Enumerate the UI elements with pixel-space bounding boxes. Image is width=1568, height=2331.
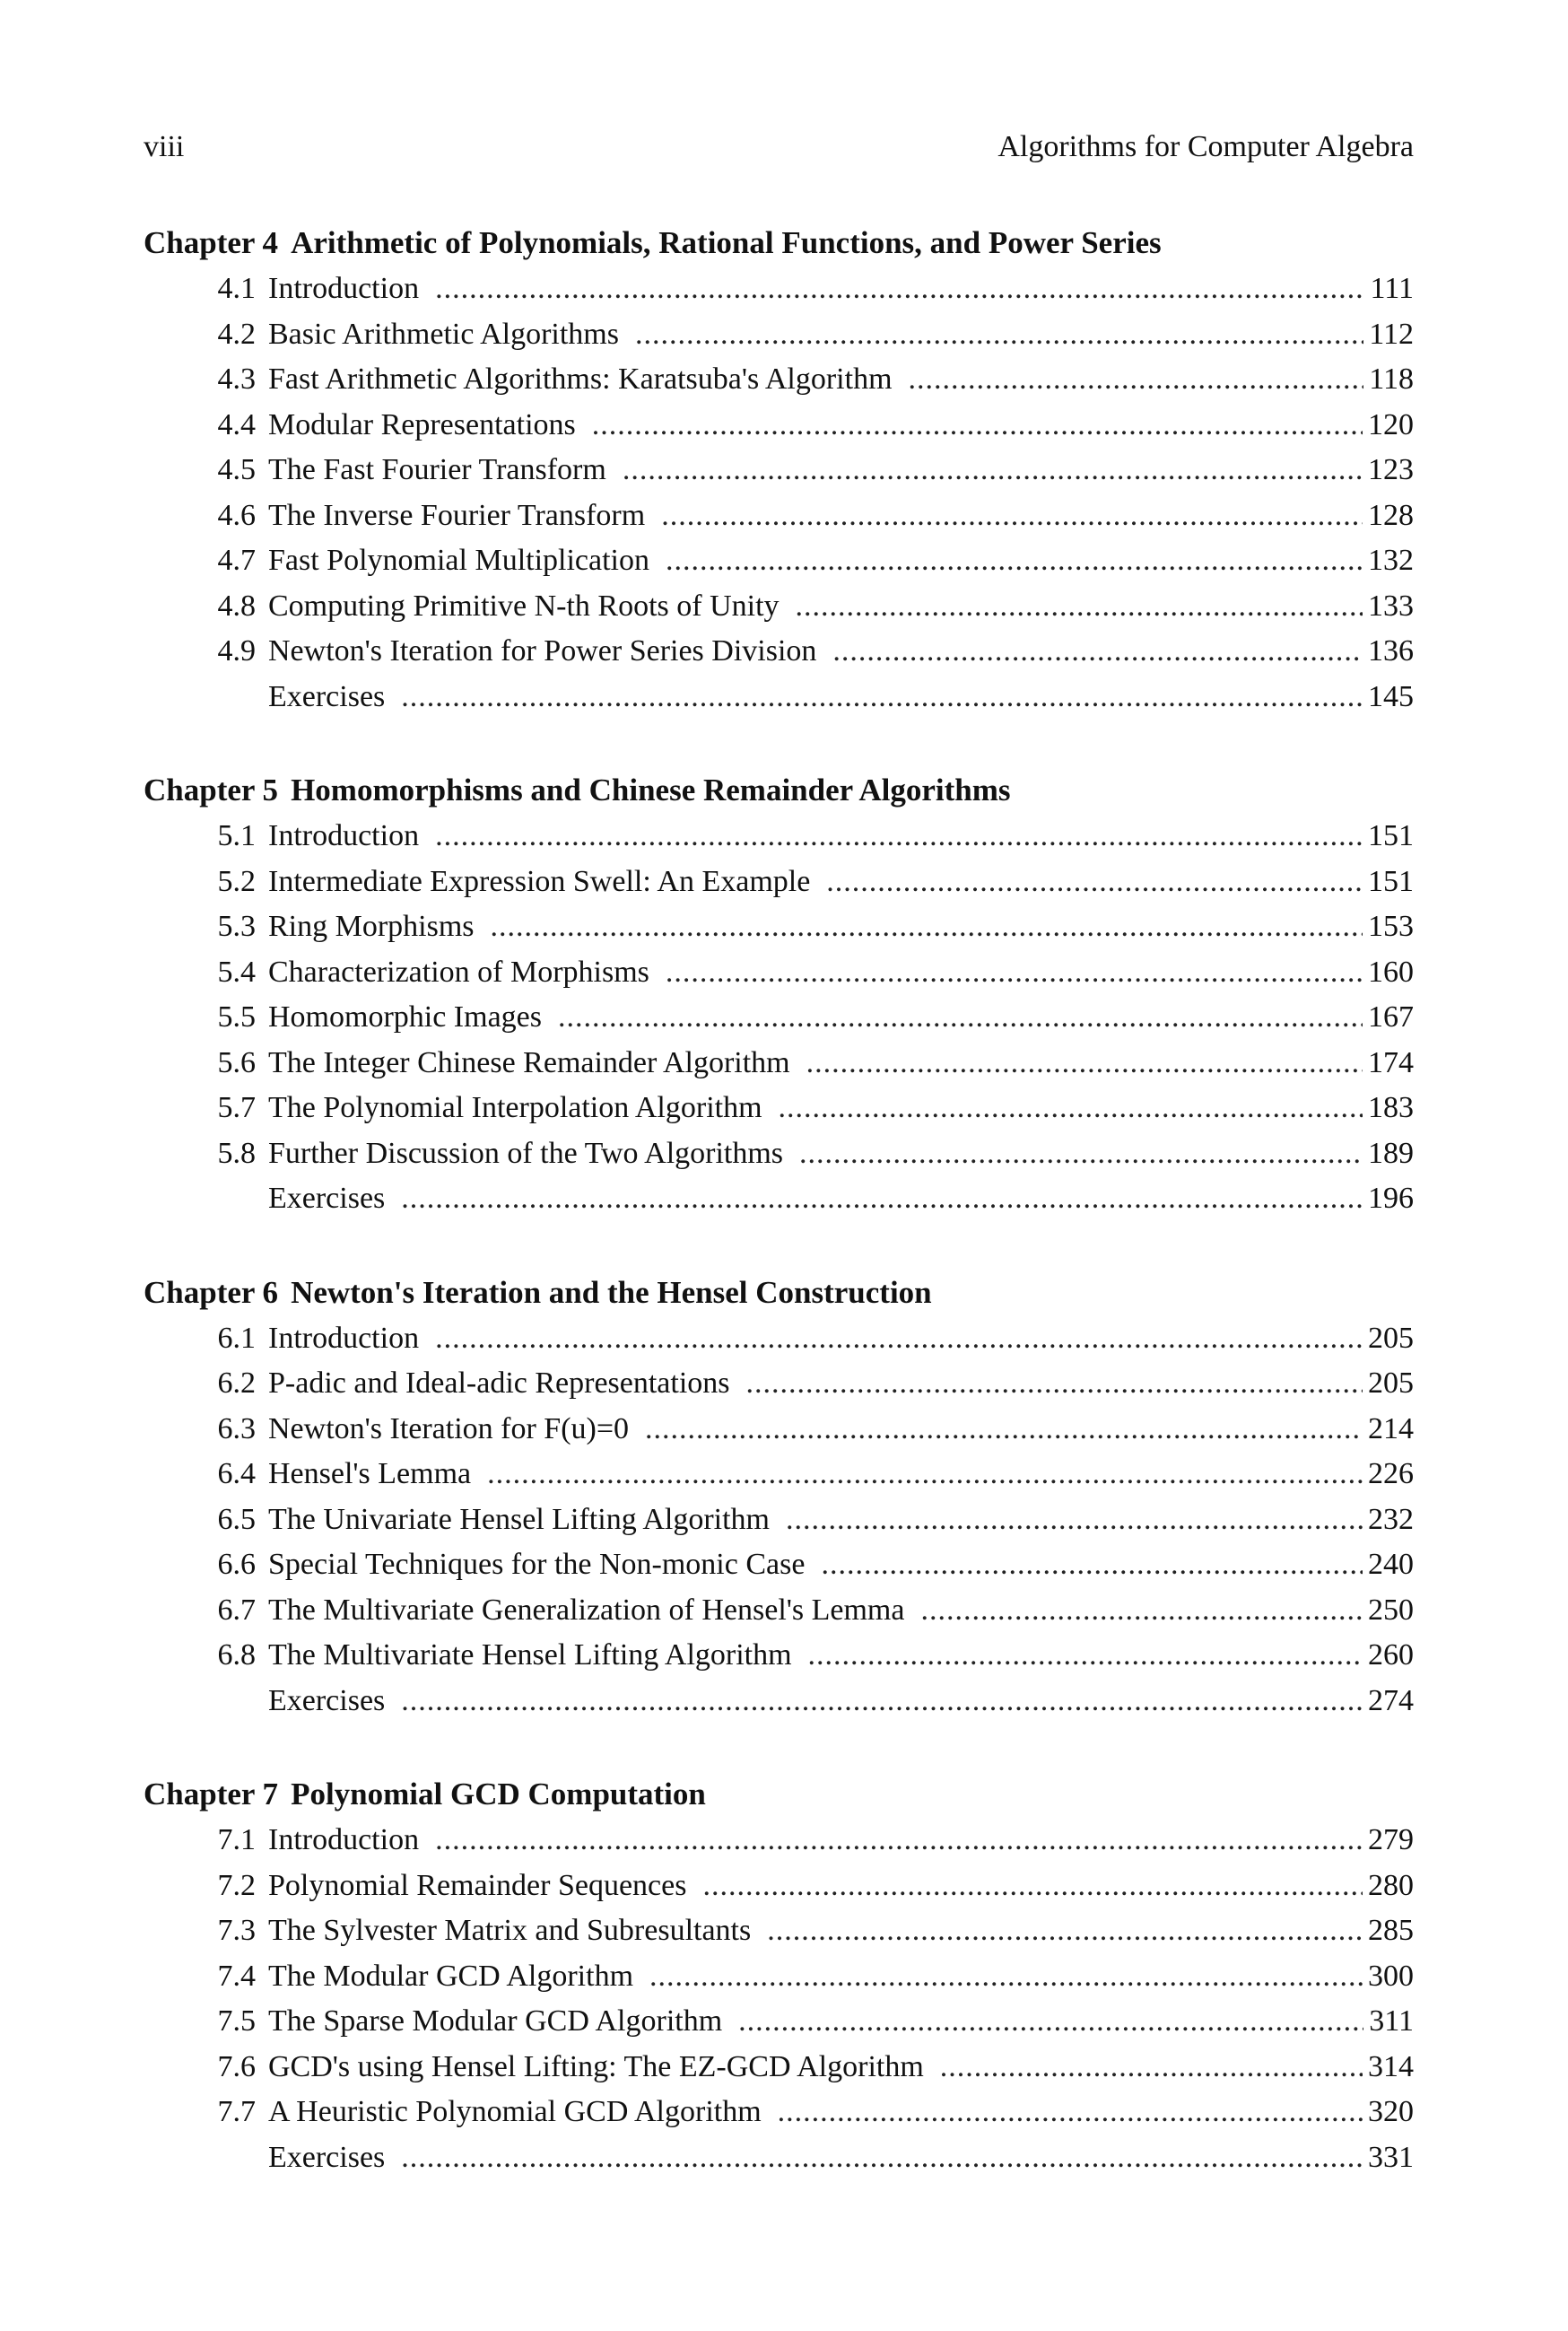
dot-leader bbox=[435, 814, 1363, 860]
dot-leader bbox=[808, 1633, 1363, 1679]
section-page-number: 123 bbox=[1368, 453, 1414, 486]
chapter-heading bbox=[144, 1771, 1414, 1818]
dot-leader bbox=[779, 1086, 1363, 1131]
dot-leader bbox=[746, 1361, 1363, 1407]
toc-entry bbox=[144, 675, 1414, 720]
chapter-label: Chapter 6 bbox=[144, 1274, 279, 1310]
section-title: Introduction bbox=[268, 1823, 420, 1856]
toc-entry bbox=[144, 1452, 1414, 1497]
chapter-heading bbox=[144, 220, 1414, 266]
section-page-number: 240 bbox=[1368, 1548, 1414, 1581]
section-page-number: 250 bbox=[1368, 1593, 1414, 1627]
dot-leader bbox=[645, 1407, 1363, 1453]
section-page-number: 132 bbox=[1368, 544, 1414, 577]
toc-entry bbox=[144, 860, 1414, 905]
toc-entry bbox=[144, 1131, 1414, 1177]
section-number: 4.7 bbox=[217, 544, 256, 577]
section-number: 5.2 bbox=[217, 864, 256, 898]
dot-leader bbox=[487, 1452, 1363, 1497]
toc-entry bbox=[144, 2135, 1414, 2181]
section-page-number: 136 bbox=[1368, 634, 1414, 668]
dot-leader bbox=[767, 1908, 1363, 1954]
section-title: The Multivariate Hensel Lifting Algorithm bbox=[268, 1638, 792, 1672]
toc-entry bbox=[144, 950, 1414, 996]
toc-entry bbox=[144, 1679, 1414, 1724]
section-title: The Sylvester Matrix and Subresultants bbox=[268, 1914, 752, 1947]
section-number: 5.8 bbox=[217, 1136, 256, 1170]
toc-entry bbox=[144, 448, 1414, 493]
section-number: 7.3 bbox=[217, 1914, 256, 1947]
dot-leader bbox=[909, 357, 1364, 403]
dot-leader bbox=[778, 2090, 1363, 2135]
section-number: 4.5 bbox=[217, 453, 256, 486]
section-title: Introduction bbox=[268, 272, 420, 305]
toc-entry bbox=[144, 1086, 1414, 1131]
section-page-number: 214 bbox=[1368, 1411, 1414, 1445]
section-title: Computing Primitive N-th Roots of Unity bbox=[268, 589, 780, 623]
section-title: Intermediate Expression Swell: An Example bbox=[268, 864, 811, 898]
section-page-number: 300 bbox=[1368, 1959, 1414, 1993]
section-page-number: 205 bbox=[1368, 1366, 1414, 1400]
section-title: Homomorphic Images bbox=[268, 1000, 542, 1034]
toc-entry bbox=[144, 1818, 1414, 1864]
section-title: Exercises bbox=[268, 679, 386, 713]
section-page-number: 196 bbox=[1368, 1182, 1414, 1215]
section-page-number: 280 bbox=[1368, 1868, 1414, 1902]
table-of-contents bbox=[144, 220, 1414, 2228]
toc-entry bbox=[144, 1588, 1414, 1634]
toc-entry bbox=[144, 1999, 1414, 2045]
section-page-number: 260 bbox=[1368, 1638, 1414, 1672]
section-page-number: 279 bbox=[1368, 1823, 1414, 1856]
section-number: 4.6 bbox=[217, 498, 256, 532]
chapter-heading bbox=[144, 1270, 1414, 1316]
section-page-number: 311 bbox=[1369, 2004, 1414, 2038]
chapter-heading bbox=[144, 767, 1414, 814]
section-title: Modular Representations bbox=[268, 407, 576, 441]
dot-leader bbox=[401, 2135, 1363, 2181]
toc-entry bbox=[144, 1041, 1414, 1087]
toc-entry bbox=[144, 904, 1414, 950]
dot-leader bbox=[491, 904, 1363, 950]
chapter-title: Arithmetic of Polynomials, Rational Functions, and Power Series bbox=[291, 225, 1162, 260]
section-page-number: 128 bbox=[1368, 498, 1414, 532]
book-title: Algorithms for Computer Algebra bbox=[997, 130, 1414, 163]
section-page-number: 274 bbox=[1368, 1683, 1414, 1717]
toc-entry bbox=[144, 1633, 1414, 1679]
section-page-number: 226 bbox=[1368, 1457, 1414, 1490]
toc-entry bbox=[144, 1407, 1414, 1453]
section-page-number: 314 bbox=[1368, 2049, 1414, 2083]
section-number: 6.8 bbox=[217, 1638, 256, 1672]
section-number: 7.5 bbox=[217, 2004, 256, 2038]
section-title: Basic Arithmetic Algorithms bbox=[268, 317, 619, 351]
section-title: Fast Arithmetic Algorithms: Karatsuba's Algorithm bbox=[268, 362, 893, 396]
section-number: 4.8 bbox=[217, 589, 256, 623]
dot-leader bbox=[661, 493, 1363, 539]
dot-leader bbox=[799, 1131, 1363, 1177]
section-number: 6.2 bbox=[217, 1366, 256, 1400]
section-number: 6.3 bbox=[217, 1411, 256, 1445]
section-title: Exercises bbox=[268, 2140, 386, 2174]
section-number: 6.6 bbox=[217, 1548, 256, 1581]
section-title: Polynomial Remainder Sequences bbox=[268, 1868, 687, 1902]
dot-leader bbox=[401, 1176, 1363, 1222]
section-page-number: 232 bbox=[1368, 1502, 1414, 1536]
toc-entry bbox=[144, 584, 1414, 630]
running-head bbox=[144, 130, 1414, 164]
toc-entry bbox=[144, 312, 1414, 358]
section-page-number: 145 bbox=[1368, 679, 1414, 713]
section-number: 6.4 bbox=[217, 1457, 256, 1490]
section-title: Newton's Iteration for Power Series Division bbox=[268, 634, 817, 668]
dot-leader bbox=[649, 1954, 1363, 2000]
chapter-title: Homomorphisms and Chinese Remainder Algorithms bbox=[291, 773, 1011, 808]
chapter-title: Newton's Iteration and the Hensel Construction bbox=[291, 1274, 932, 1310]
toc-entry bbox=[144, 357, 1414, 403]
dot-leader bbox=[558, 995, 1363, 1041]
section-title: Fast Polynomial Multiplication bbox=[268, 544, 649, 577]
dot-leader bbox=[826, 860, 1363, 905]
toc-entry bbox=[144, 493, 1414, 539]
dot-leader bbox=[806, 1041, 1363, 1087]
toc-entry bbox=[144, 266, 1414, 312]
section-page-number: 151 bbox=[1368, 819, 1414, 852]
section-number: 5.6 bbox=[217, 1045, 256, 1079]
section-title: Introduction bbox=[268, 819, 420, 852]
toc-entry bbox=[144, 629, 1414, 675]
toc-entry bbox=[144, 1542, 1414, 1588]
section-title: The Sparse Modular GCD Algorithm bbox=[268, 2004, 723, 2038]
section-number: 7.1 bbox=[217, 1823, 256, 1856]
section-title: The Univariate Hensel Lifting Algorithm bbox=[268, 1502, 770, 1536]
section-number: 6.5 bbox=[217, 1502, 256, 1536]
section-number: 7.4 bbox=[217, 1959, 256, 1993]
section-title: Special Techniques for the Non-monic Case bbox=[268, 1548, 806, 1581]
chapter-label: Chapter 5 bbox=[144, 773, 279, 808]
toc-entry bbox=[144, 1954, 1414, 2000]
toc-entry bbox=[144, 995, 1414, 1041]
toc-entry bbox=[144, 2045, 1414, 2091]
dot-leader bbox=[832, 629, 1363, 675]
dot-leader bbox=[738, 1999, 1363, 2045]
section-page-number: 183 bbox=[1368, 1091, 1414, 1124]
section-page-number: 111 bbox=[1370, 272, 1414, 305]
section-number: 7.7 bbox=[217, 2095, 256, 2128]
section-number: 5.7 bbox=[217, 1091, 256, 1124]
section-title: The Polynomial Interpolation Algorithm bbox=[268, 1091, 762, 1124]
section-page-number: 118 bbox=[1369, 362, 1414, 396]
dot-leader bbox=[940, 2045, 1363, 2091]
section-number: 4.4 bbox=[217, 407, 256, 441]
toc-entry bbox=[144, 1361, 1414, 1407]
section-page-number: 320 bbox=[1368, 2095, 1414, 2128]
section-page-number: 285 bbox=[1368, 1914, 1414, 1947]
section-title: P-adic and Ideal-adic Representations bbox=[268, 1366, 730, 1400]
section-title: A Heuristic Polynomial GCD Algorithm bbox=[268, 2095, 762, 2128]
section-title: The Integer Chinese Remainder Algorithm bbox=[268, 1045, 790, 1079]
section-page-number: 151 bbox=[1368, 864, 1414, 898]
section-page-number: 167 bbox=[1368, 1000, 1414, 1034]
dot-leader bbox=[435, 1818, 1363, 1864]
dot-leader bbox=[920, 1588, 1363, 1634]
dot-leader bbox=[435, 1316, 1363, 1362]
section-title: Ring Morphisms bbox=[268, 910, 475, 943]
section-title: GCD's using Hensel Lifting: The EZ-GCD Algorithm bbox=[268, 2049, 924, 2083]
section-title: The Modular GCD Algorithm bbox=[268, 1959, 634, 1993]
section-number: 5.3 bbox=[217, 910, 256, 943]
toc-entry bbox=[144, 2090, 1414, 2135]
toc-entry bbox=[144, 1864, 1414, 1909]
section-title: Exercises bbox=[268, 1683, 386, 1717]
dot-leader bbox=[401, 1679, 1363, 1724]
dot-leader bbox=[592, 403, 1363, 449]
section-title: Further Discussion of the Two Algorithms bbox=[268, 1136, 784, 1170]
section-page-number: 112 bbox=[1369, 317, 1414, 351]
dot-leader bbox=[786, 1497, 1363, 1543]
section-page-number: 153 bbox=[1368, 910, 1414, 943]
toc-entry bbox=[144, 403, 1414, 449]
dot-leader bbox=[635, 312, 1363, 358]
dot-leader bbox=[401, 675, 1363, 720]
dot-leader bbox=[623, 448, 1363, 493]
toc-entry bbox=[144, 1316, 1414, 1362]
section-number: 7.6 bbox=[217, 2049, 256, 2083]
section-page-number: 133 bbox=[1368, 589, 1414, 623]
dot-leader bbox=[666, 950, 1363, 996]
section-number: 6.1 bbox=[217, 1321, 256, 1355]
page-number-roman: viii bbox=[144, 130, 185, 163]
section-title: Hensel's Lemma bbox=[268, 1457, 472, 1490]
section-title: Characterization of Morphisms bbox=[268, 955, 649, 989]
section-number: 5.5 bbox=[217, 1000, 256, 1034]
section-page-number: 205 bbox=[1368, 1321, 1414, 1355]
chapter-title: Polynomial GCD Computation bbox=[291, 1777, 706, 1812]
section-number: 5.1 bbox=[217, 819, 256, 852]
section-number: 4.9 bbox=[217, 634, 256, 668]
section-number: 4.2 bbox=[217, 317, 256, 351]
chapter-section bbox=[144, 1771, 1414, 2180]
toc-entry bbox=[144, 1908, 1414, 1954]
section-page-number: 174 bbox=[1368, 1045, 1414, 1079]
toc-entry bbox=[144, 1497, 1414, 1543]
chapter-label: Chapter 4 bbox=[144, 225, 279, 260]
section-page-number: 331 bbox=[1368, 2140, 1414, 2174]
dot-leader bbox=[702, 1864, 1363, 1909]
toc-entry bbox=[144, 1176, 1414, 1222]
section-page-number: 160 bbox=[1368, 955, 1414, 989]
chapter-section bbox=[144, 767, 1414, 1222]
dot-leader bbox=[666, 538, 1363, 584]
dot-leader bbox=[821, 1542, 1363, 1588]
section-title: Exercises bbox=[268, 1182, 386, 1215]
chapter-section bbox=[144, 1270, 1414, 1724]
section-title: Newton's Iteration for F(u)=0 bbox=[268, 1411, 630, 1445]
chapter-label: Chapter 7 bbox=[144, 1777, 279, 1812]
section-number: 5.4 bbox=[217, 955, 256, 989]
chapter-section bbox=[144, 220, 1414, 720]
dot-leader bbox=[435, 266, 1364, 312]
section-number: 4.1 bbox=[217, 272, 256, 305]
section-title: The Inverse Fourier Transform bbox=[268, 498, 646, 532]
section-number: 6.7 bbox=[217, 1593, 256, 1627]
toc-entry bbox=[144, 814, 1414, 860]
section-page-number: 189 bbox=[1368, 1136, 1414, 1170]
section-number: 4.3 bbox=[217, 362, 256, 396]
section-title: The Fast Fourier Transform bbox=[268, 453, 606, 486]
section-title: Introduction bbox=[268, 1321, 420, 1355]
toc-entry bbox=[144, 538, 1414, 584]
dot-leader bbox=[796, 584, 1363, 630]
section-page-number: 120 bbox=[1368, 407, 1414, 441]
section-number: 7.2 bbox=[217, 1868, 256, 1902]
section-title: The Multivariate Generalization of Hensel's Lemma bbox=[268, 1593, 905, 1627]
